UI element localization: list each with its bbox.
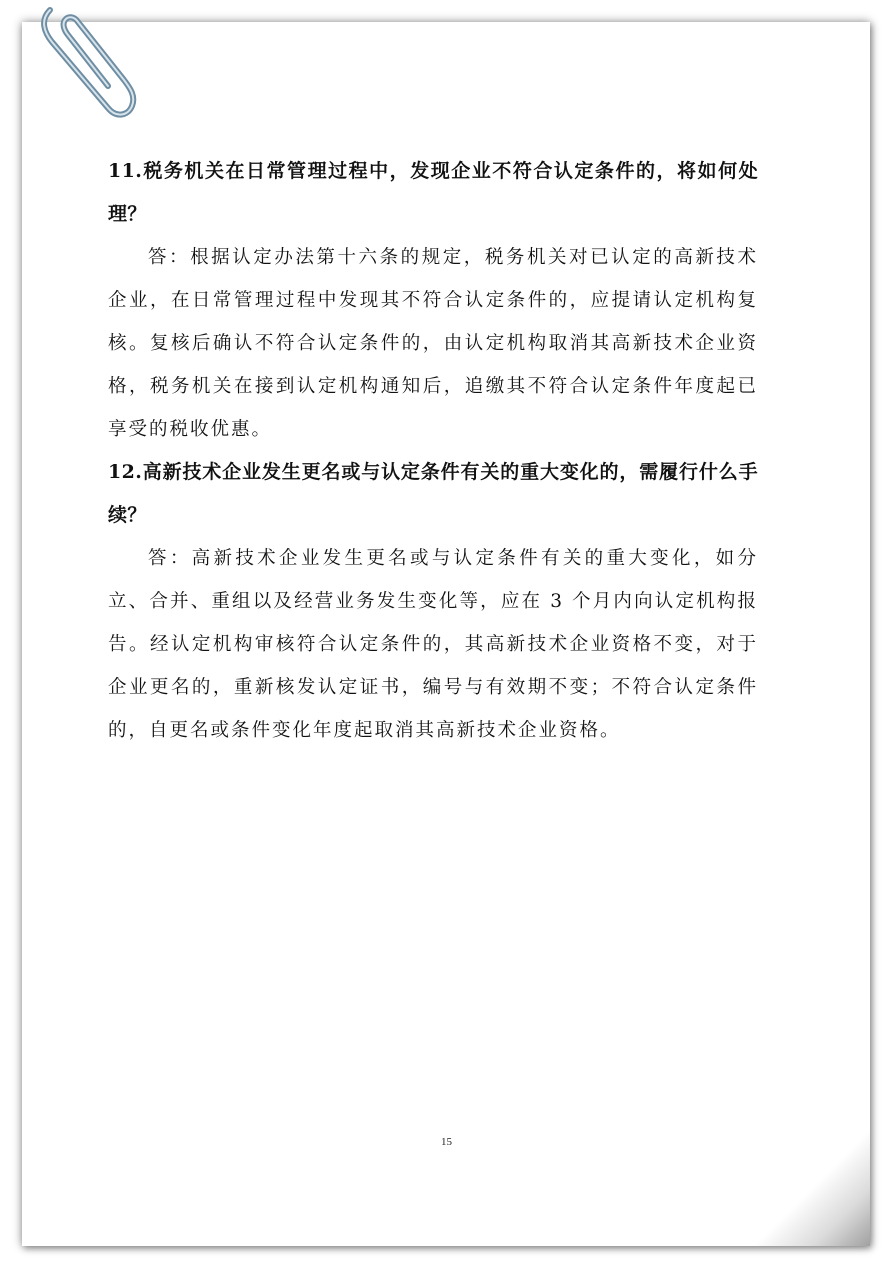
page-number: 15 — [441, 1136, 452, 1148]
answer-12: 答：高新技术企业发生更名或与认定条件有关的重大变化，如分立、合并、重组以及经营业务发生变化等，应在 3 个月内向认定机构报告。经认定机构审核符合认定条件的，其高新技术企业资格不变，对于企业更名的，重新核发认定证书，编号与有效期不变；不符合认定条件的，自更名或条件变化年度起取消其高新技术企业资格。 — [108, 548, 758, 741]
answer-11: 答：根据认定办法第十六条的规定，税务机关对已认定的高新技术企业，在日常管理过程中发现其不符合认定条件的，应提请认定机构复核。复核后确认不符合认定条件的，由认定机构取消其高新技术企业资格，税务机关在接到认定机构通知后，追缴其不符合认定条件年度起已享受的税收优惠。 — [108, 247, 758, 440]
paperclip-icon — [30, 0, 140, 130]
document-content — [108, 150, 758, 752]
question-11: 11.税务机关在日常管理过程中，发现企业不符合认定条件的，将如何处理？ — [108, 160, 758, 225]
question-12: 12.高新技术企业发生更名或与认定条件有关的重大变化的，需履行什么手续？ — [108, 461, 758, 526]
